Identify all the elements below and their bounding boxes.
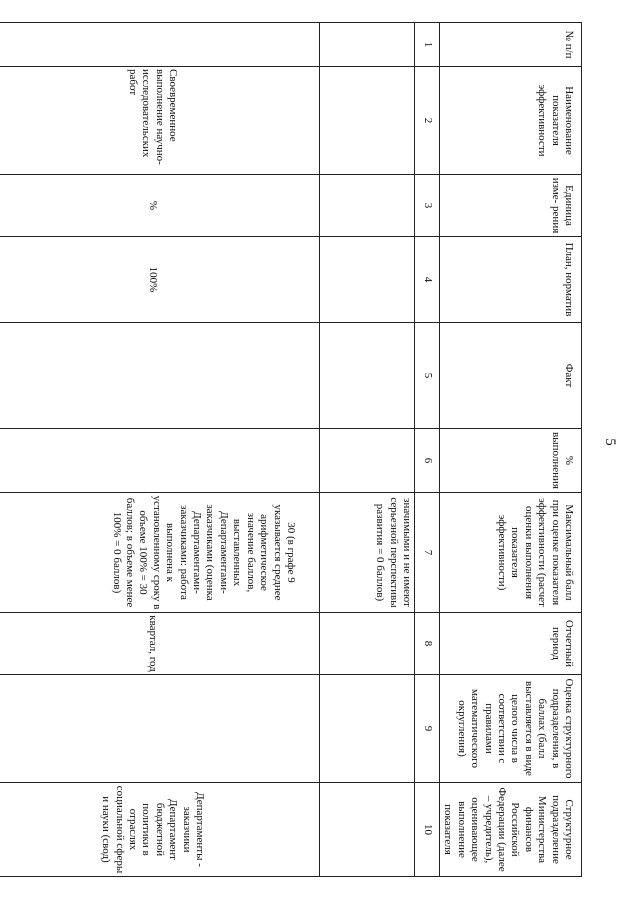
fact-value [0, 323, 319, 429]
column-number: 4 [414, 237, 439, 323]
column-number: 2 [414, 67, 439, 175]
plan-value: 100% [0, 237, 319, 323]
header-cell: % выполнения [439, 429, 581, 493]
cell [319, 175, 414, 237]
column-number: 1 [414, 23, 439, 67]
header-cell: План, норматив [439, 237, 581, 323]
percent-value [0, 429, 319, 493]
column-number: 7 [414, 493, 439, 613]
header-cell: Структурное подразделение Министерства финансов Российской Федерации (далее – учредитель), оценивающее выполнение показателя [439, 783, 581, 877]
page-number: 5 [602, 438, 618, 446]
column-number: 9 [414, 675, 439, 783]
cell [319, 675, 414, 783]
reporting-period: квартал, год [0, 613, 319, 675]
column-number: 6 [414, 429, 439, 493]
rotated-table-sheet [12, 22, 582, 876]
header-cell: Оценка структурного подразделения, в баллах (балл выставляется в виде целого числа в соответствии с правилами математического округления) [439, 675, 581, 783]
column-number: 5 [414, 323, 439, 429]
header-cell: Факт [439, 323, 581, 429]
column-number: 10 [414, 783, 439, 877]
header-cell: Единица изме- рения [439, 175, 581, 237]
column-number: 3 [414, 175, 439, 237]
table-row [0, 23, 319, 877]
cell [319, 783, 414, 877]
header-row [439, 23, 581, 877]
header-cell: Отчетный период [439, 613, 581, 675]
max-score: 30 (в графе 9 указывается среднее арифметическое значение баллов, выставленных Департаментами-заказчиками (оценка Департаментами-заказчиками: работа выполнена к установленному сроку в объеме 100% = 30 баллов; в объеме менее 100% = 0 баллов) [0, 493, 319, 613]
cell [319, 23, 414, 67]
cell [319, 237, 414, 323]
column-number-row [414, 23, 439, 877]
score-value [0, 675, 319, 783]
column-number: 8 [414, 613, 439, 675]
row-number [0, 23, 319, 67]
cell [319, 67, 414, 175]
cell [319, 429, 414, 493]
header-cell: Максимальный балл при оценке показателя эффективности (расчет оценки выполнения показателя эффективности) [439, 493, 581, 613]
continuation-row [319, 23, 414, 877]
cell [319, 323, 414, 429]
unit: % [0, 175, 319, 237]
cell [319, 613, 414, 675]
indicator-name: Своевременное выполнение научно-исследовательских работ [0, 67, 319, 175]
header-cell: № п/п [439, 23, 581, 67]
continuation-text: значимыми и не имеют серьезной перспективы развития = 0 баллов) [319, 493, 414, 613]
responsible-department: Департаменты - заказчики Департамент бюджетной политики в отраслях социальной сферы и науки (свод) [0, 783, 319, 877]
efficiency-indicators-table [0, 22, 582, 877]
header-cell: Наименование показателя эффективности [439, 67, 581, 175]
